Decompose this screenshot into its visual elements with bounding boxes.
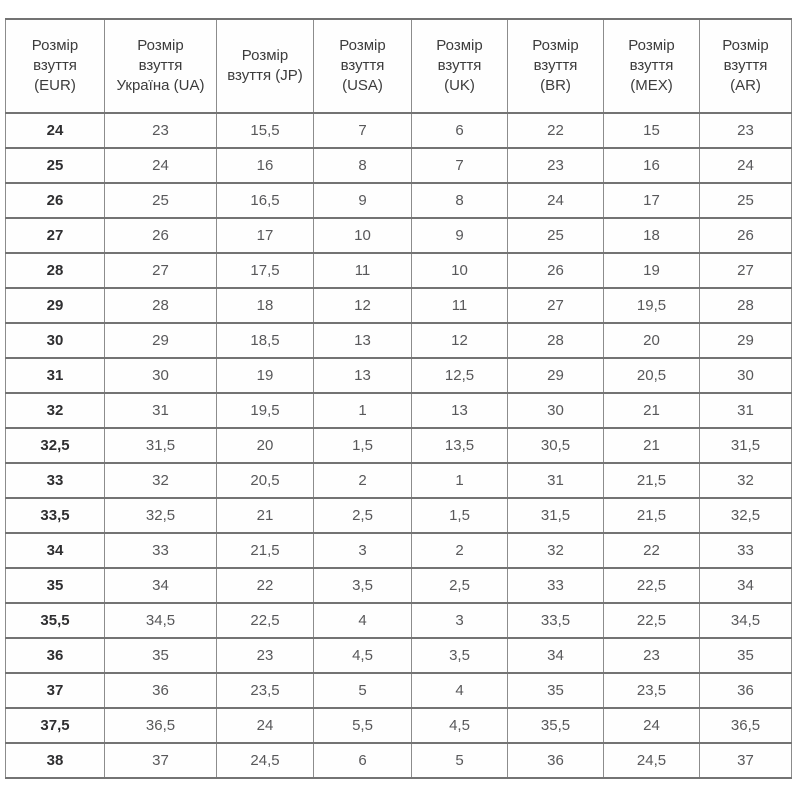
col-header-ua: Розмір взуття Україна (UA) xyxy=(105,19,217,113)
cell-size-eur: 31 xyxy=(6,358,105,393)
table-cell: 26 xyxy=(508,253,604,288)
table-cell: 33,5 xyxy=(508,603,604,638)
table-cell: 27 xyxy=(700,253,792,288)
table-row xyxy=(6,358,792,393)
cell-size-eur: 37,5 xyxy=(6,708,105,743)
table-row xyxy=(6,113,792,148)
table-cell: 16 xyxy=(604,148,700,183)
table-cell: 35,5 xyxy=(508,708,604,743)
table-cell: 27 xyxy=(105,253,217,288)
table-cell: 21 xyxy=(604,393,700,428)
table-cell: 4 xyxy=(314,603,412,638)
table-cell: 16,5 xyxy=(217,183,314,218)
table-cell: 25 xyxy=(700,183,792,218)
table-cell: 24 xyxy=(700,148,792,183)
table-row xyxy=(6,463,792,498)
table-cell: 24 xyxy=(604,708,700,743)
table-cell: 34 xyxy=(700,568,792,603)
table-cell: 5,5 xyxy=(314,708,412,743)
table-row xyxy=(6,673,792,708)
table-cell: 32 xyxy=(105,463,217,498)
table-cell: 6 xyxy=(314,743,412,778)
cell-size-eur: 34 xyxy=(6,533,105,568)
table-cell: 30 xyxy=(105,358,217,393)
table-cell: 34 xyxy=(105,568,217,603)
table-cell: 21,5 xyxy=(604,463,700,498)
cell-size-eur: 25 xyxy=(6,148,105,183)
table-cell: 29 xyxy=(105,323,217,358)
table-cell: 17 xyxy=(604,183,700,218)
table-cell: 22,5 xyxy=(217,603,314,638)
header-row xyxy=(6,19,792,113)
col-header-mex: Розмір взуття (MEX) xyxy=(604,19,700,113)
table-cell: 37 xyxy=(700,743,792,778)
table-cell: 22,5 xyxy=(604,568,700,603)
table-cell: 4,5 xyxy=(412,708,508,743)
table-cell: 34,5 xyxy=(105,603,217,638)
table-cell: 32 xyxy=(700,463,792,498)
shoe-size-table xyxy=(5,18,792,779)
table-cell: 1,5 xyxy=(412,498,508,533)
table-cell: 20 xyxy=(217,428,314,463)
table-cell: 36 xyxy=(700,673,792,708)
table-cell: 26 xyxy=(700,218,792,253)
table-cell: 3,5 xyxy=(412,638,508,673)
table-cell: 31,5 xyxy=(105,428,217,463)
table-cell: 31 xyxy=(105,393,217,428)
table-cell: 21 xyxy=(604,428,700,463)
table-cell: 7 xyxy=(412,148,508,183)
table-row xyxy=(6,743,792,778)
table-cell: 29 xyxy=(508,358,604,393)
table-cell: 8 xyxy=(314,148,412,183)
table-row xyxy=(6,708,792,743)
table-cell: 35 xyxy=(105,638,217,673)
table-cell: 24,5 xyxy=(604,743,700,778)
table-cell: 15 xyxy=(604,113,700,148)
table-row xyxy=(6,568,792,603)
col-header-uk: Розмір взуття (UK) xyxy=(412,19,508,113)
table-cell: 23 xyxy=(604,638,700,673)
table-cell: 2 xyxy=(412,533,508,568)
table-cell: 1 xyxy=(314,393,412,428)
table-row xyxy=(6,218,792,253)
table-cell: 31 xyxy=(700,393,792,428)
table-cell: 2,5 xyxy=(314,498,412,533)
table-cell: 27 xyxy=(508,288,604,323)
table-cell: 1 xyxy=(412,463,508,498)
cell-size-eur: 32,5 xyxy=(6,428,105,463)
table-cell: 20 xyxy=(604,323,700,358)
table-cell: 13 xyxy=(314,358,412,393)
table-row xyxy=(6,148,792,183)
cell-size-eur: 32 xyxy=(6,393,105,428)
table-cell: 35 xyxy=(700,638,792,673)
cell-size-eur: 29 xyxy=(6,288,105,323)
table-cell: 12 xyxy=(412,323,508,358)
table-cell: 12 xyxy=(314,288,412,323)
table-cell: 1,5 xyxy=(314,428,412,463)
table-cell: 18 xyxy=(604,218,700,253)
table-cell: 24,5 xyxy=(217,743,314,778)
table-row xyxy=(6,288,792,323)
table-cell: 17 xyxy=(217,218,314,253)
table-cell: 9 xyxy=(412,218,508,253)
table-cell: 22 xyxy=(508,113,604,148)
cell-size-eur: 33 xyxy=(6,463,105,498)
table-cell: 25 xyxy=(508,218,604,253)
col-header-ar: Розмір взуття (AR) xyxy=(700,19,792,113)
table-row xyxy=(6,428,792,463)
table-cell: 30 xyxy=(508,393,604,428)
table-cell: 23,5 xyxy=(217,673,314,708)
table-cell: 12,5 xyxy=(412,358,508,393)
table-row xyxy=(6,323,792,358)
table-cell: 20,5 xyxy=(604,358,700,393)
table-cell: 36 xyxy=(105,673,217,708)
table-cell: 36 xyxy=(508,743,604,778)
col-header-eur: Розмір взуття (EUR) xyxy=(6,19,105,113)
table-cell: 19 xyxy=(217,358,314,393)
table-cell: 30,5 xyxy=(508,428,604,463)
table-cell: 26 xyxy=(105,218,217,253)
table-cell: 10 xyxy=(412,253,508,288)
table-row xyxy=(6,253,792,288)
table-cell: 5 xyxy=(412,743,508,778)
table-cell: 33 xyxy=(105,533,217,568)
table-cell: 11 xyxy=(412,288,508,323)
cell-size-eur: 28 xyxy=(6,253,105,288)
table-row xyxy=(6,533,792,568)
table-cell: 28 xyxy=(700,288,792,323)
table-row xyxy=(6,603,792,638)
cell-size-eur: 37 xyxy=(6,673,105,708)
table-body xyxy=(6,113,792,778)
table-cell: 10 xyxy=(314,218,412,253)
table-cell: 4,5 xyxy=(314,638,412,673)
col-header-jp: Розмір взуття (JP) xyxy=(217,19,314,113)
col-header-usa: Розмір взуття (USA) xyxy=(314,19,412,113)
table-cell: 5 xyxy=(314,673,412,708)
table-cell: 23 xyxy=(105,113,217,148)
cell-size-eur: 30 xyxy=(6,323,105,358)
table-cell: 17,5 xyxy=(217,253,314,288)
col-header-br: Розмір взуття (BR) xyxy=(508,19,604,113)
table-cell: 21,5 xyxy=(604,498,700,533)
cell-size-eur: 33,5 xyxy=(6,498,105,533)
table-cell: 32,5 xyxy=(105,498,217,533)
table-cell: 8 xyxy=(412,183,508,218)
cell-size-eur: 27 xyxy=(6,218,105,253)
cell-size-eur: 36 xyxy=(6,638,105,673)
table-cell: 24 xyxy=(508,183,604,218)
table-cell: 11 xyxy=(314,253,412,288)
table-cell: 3,5 xyxy=(314,568,412,603)
cell-size-eur: 35,5 xyxy=(6,603,105,638)
table-row xyxy=(6,393,792,428)
table-row xyxy=(6,183,792,218)
table-cell: 13 xyxy=(412,393,508,428)
table-cell: 23 xyxy=(700,113,792,148)
table-cell: 22,5 xyxy=(604,603,700,638)
table-cell: 2 xyxy=(314,463,412,498)
table-cell: 19 xyxy=(604,253,700,288)
table-cell: 34,5 xyxy=(700,603,792,638)
table-cell: 13 xyxy=(314,323,412,358)
table-cell: 33 xyxy=(508,568,604,603)
table-cell: 19,5 xyxy=(604,288,700,323)
table-cell: 23 xyxy=(217,638,314,673)
table-row xyxy=(6,638,792,673)
table-cell: 22 xyxy=(604,533,700,568)
table-cell: 2,5 xyxy=(412,568,508,603)
table-cell: 31,5 xyxy=(700,428,792,463)
table-cell: 20,5 xyxy=(217,463,314,498)
table-cell: 3 xyxy=(412,603,508,638)
table-cell: 25 xyxy=(105,183,217,218)
table-cell: 16 xyxy=(217,148,314,183)
table-cell: 13,5 xyxy=(412,428,508,463)
cell-size-eur: 24 xyxy=(6,113,105,148)
table-cell: 15,5 xyxy=(217,113,314,148)
table-cell: 35 xyxy=(508,673,604,708)
table-cell: 18,5 xyxy=(217,323,314,358)
table-cell: 34 xyxy=(508,638,604,673)
table-cell: 9 xyxy=(314,183,412,218)
table-cell: 3 xyxy=(314,533,412,568)
table-row xyxy=(6,498,792,533)
table-cell: 32 xyxy=(508,533,604,568)
table-cell: 33 xyxy=(700,533,792,568)
table-cell: 22 xyxy=(217,568,314,603)
table-cell: 30 xyxy=(700,358,792,393)
table-cell: 21 xyxy=(217,498,314,533)
table-cell: 29 xyxy=(700,323,792,358)
table-cell: 7 xyxy=(314,113,412,148)
table-cell: 32,5 xyxy=(700,498,792,533)
table-cell: 19,5 xyxy=(217,393,314,428)
table-cell: 37 xyxy=(105,743,217,778)
table-cell: 36,5 xyxy=(700,708,792,743)
table-cell: 21,5 xyxy=(217,533,314,568)
cell-size-eur: 38 xyxy=(6,743,105,778)
table-cell: 24 xyxy=(105,148,217,183)
table-cell: 23,5 xyxy=(604,673,700,708)
table-cell: 31 xyxy=(508,463,604,498)
table-cell: 36,5 xyxy=(105,708,217,743)
table-cell: 24 xyxy=(217,708,314,743)
table-cell: 4 xyxy=(412,673,508,708)
table-cell: 31,5 xyxy=(508,498,604,533)
table-cell: 28 xyxy=(105,288,217,323)
cell-size-eur: 26 xyxy=(6,183,105,218)
cell-size-eur: 35 xyxy=(6,568,105,603)
table-cell: 18 xyxy=(217,288,314,323)
table-cell: 28 xyxy=(508,323,604,358)
table-cell: 6 xyxy=(412,113,508,148)
table-cell: 23 xyxy=(508,148,604,183)
table-header xyxy=(6,19,792,113)
